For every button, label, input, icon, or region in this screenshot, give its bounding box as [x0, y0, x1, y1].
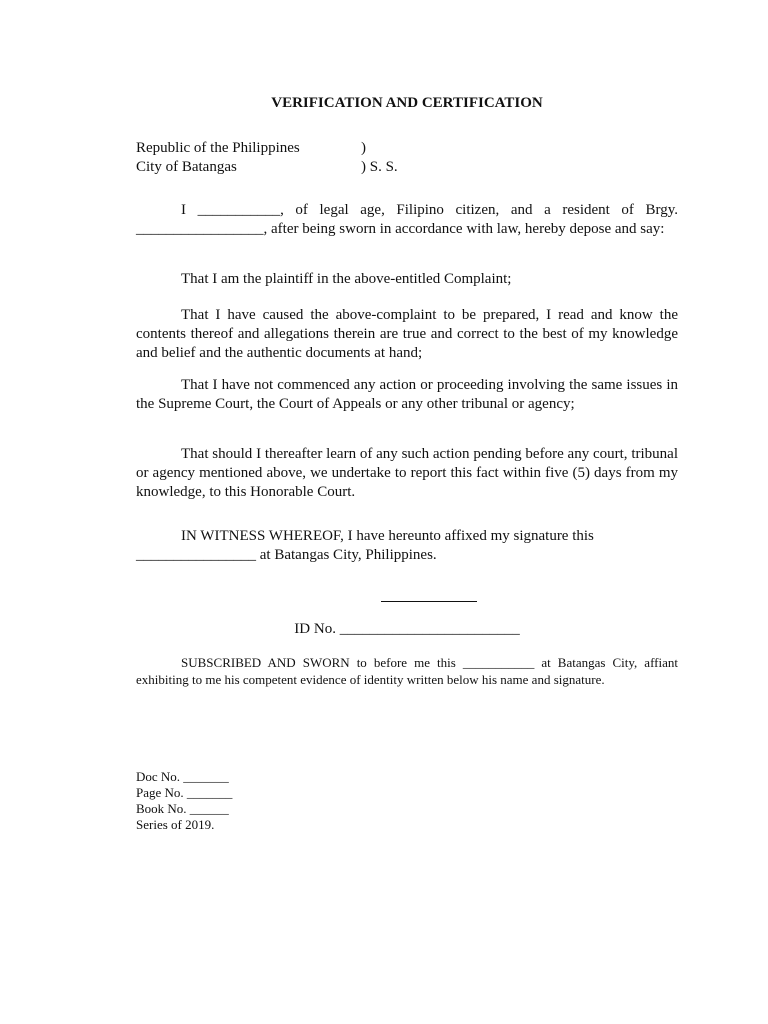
venue-row-city	[136, 158, 536, 177]
document-page	[136, 0, 678, 1024]
venue-row-republic	[136, 139, 536, 158]
book-no: Book No. ______	[136, 801, 229, 816]
venue-republic: Republic of the Philippines	[136, 140, 300, 156]
intro-paragraph: I ___________, of legal age, Filipino citizen, and a resident of Brgy. _________________, after being sworn in accordance with law, hereby depose and say:	[136, 202, 678, 237]
venue-city: City of Batangas	[136, 159, 237, 175]
jurat-paragraph: SUBSCRIBED AND SWORN to before me this ___________ at Batangas City, affiant exhibiting to me his competent evidence of identity written below his name and signature.	[136, 655, 678, 687]
paragraph-undertaking: That should I thereafter learn of any such action pending before any court, tribunal or agency mentioned above, we undertake to report this fact within five (5) days from my knowledge, to this Honorable Court.	[136, 446, 678, 500]
notarial-register	[136, 769, 232, 833]
venue-paren: )	[361, 140, 366, 156]
page-no: Page No. _______	[136, 785, 233, 800]
venue-ss: ) S. S.	[361, 159, 398, 175]
doc-no: Doc No. _______	[136, 769, 229, 784]
paragraph-plaintiff: That I am the plaintiff in the above-entitled Complaint;	[181, 271, 512, 287]
signature-line	[381, 601, 477, 602]
venue-block	[136, 139, 536, 177]
paragraph-contents: That I have caused the above-complaint to be prepared, I read and know the contents thereof and allegations therein are true and correct to the best of my knowledge and belief and the authentic documents at hand;	[136, 307, 678, 361]
id-number-line: ID No. ________________________	[294, 621, 520, 637]
series-year: Series of 2019.	[136, 817, 215, 832]
document-title: VERIFICATION AND CERTIFICATION	[271, 95, 543, 111]
witness-clause: IN WITNESS WHEREOF, I have hereunto affixed my signature this ________________ at Batangas City, Philippines.	[136, 528, 594, 563]
paragraph-no-action: That I have not commenced any action or proceeding involving the same issues in the Supreme Court, the Court of Appeals or any other tribunal or agency;	[136, 377, 678, 412]
